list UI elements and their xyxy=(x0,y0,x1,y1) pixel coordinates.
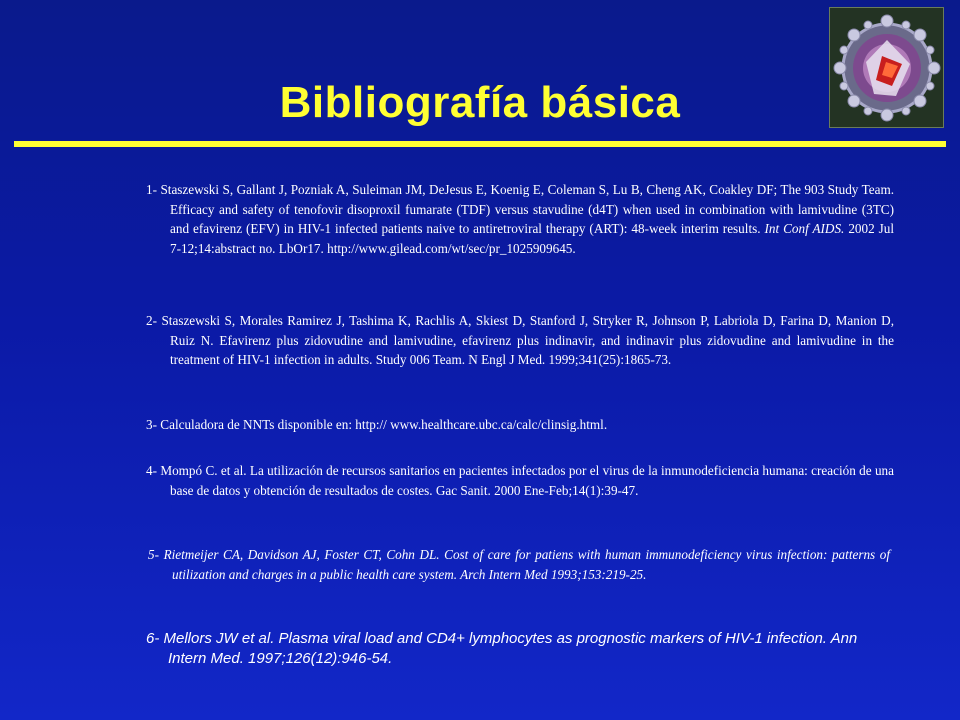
reference-number: 4- xyxy=(146,463,157,478)
reference-item-5 xyxy=(148,545,890,584)
reference-number: 3- xyxy=(146,417,157,432)
reference-number: 1- xyxy=(146,182,157,197)
reference-item-3 xyxy=(146,415,894,435)
reference-item-4 xyxy=(146,461,894,500)
reference-item-2 xyxy=(146,311,894,370)
reference-number: 2- xyxy=(146,313,157,328)
reference-text: Calculadora de NNTs disponible en: http:// www.healthcare.ubc.ca/calc/clinsig.html. xyxy=(160,417,608,432)
reference-item-6 xyxy=(146,629,858,669)
reference-item-1 xyxy=(146,180,894,258)
reference-text: Staszewski S, Gallant J, Pozniak A, Suleiman JM, DeJesus E, Koenig E, Coleman S, Lu B, Cheng AK, Coakley DF; The 903 Study Team. Efficacy and safety of tenofovir disoproxil fumarate (TDF) versus stavudine (d4T) when used in combination with lamivudine (3TC) and efavirenz (EFV) in HIV-1 infected patients naive to antiretroviral therapy (ART): 48-week interim results. xyxy=(160,182,894,237)
reference-text: Mellors JW et al. Plasma viral load and CD4+ lymphocytes as prognostic markers of HIV-1 infection. Ann Intern Med. 1997;126(12):946-54. xyxy=(163,630,858,667)
reference-text: Staszewski S, Morales Ramirez J, Tashima K, Rachlis A, Skiest D, Stanford J, Stryker R, Johnson P, Labriola D, Farina D, Manion D, Ruiz N. Efavirenz plus zidovudine and lamivudine, efavirenz plus indinavir, and indinavir plus zidovudine and lamivudine in the treatment of HIV-1 infection in adults. Study 006 Team. N Engl J Med. 1999;341(25):1865-73. xyxy=(161,313,894,368)
reference-text: Rietmeijer CA, Davidson AJ, Foster CT, Cohn DL. Cost of care for patiens with human immunodeficiency virus infection: patterns of utilization and charges in a public health care system. Arch Intern Med 1993;153:219-25. xyxy=(163,547,890,582)
title-divider xyxy=(14,141,946,147)
reference-number: 6- xyxy=(146,630,160,647)
reference-journal: Int Conf AIDS. xyxy=(764,221,845,237)
reference-number: 5- xyxy=(148,547,159,562)
reference-text: Mompó C. et al. La utilización de recursos sanitarios en pacientes infectados por el virus de la inmunodeficiencia humana: creación de una base de datos y obtención de resultados de costes. Gac Sanit. 2000 Ene-Feb;14(1):39-47. xyxy=(160,463,894,498)
reference-tail: 2002 Jul 7-12;14:abstract no. LbOr17. http://www.gilead.com/wt/sec/pr_1025909645. xyxy=(170,221,895,256)
slide-title: Bibliografía básica xyxy=(279,78,681,127)
